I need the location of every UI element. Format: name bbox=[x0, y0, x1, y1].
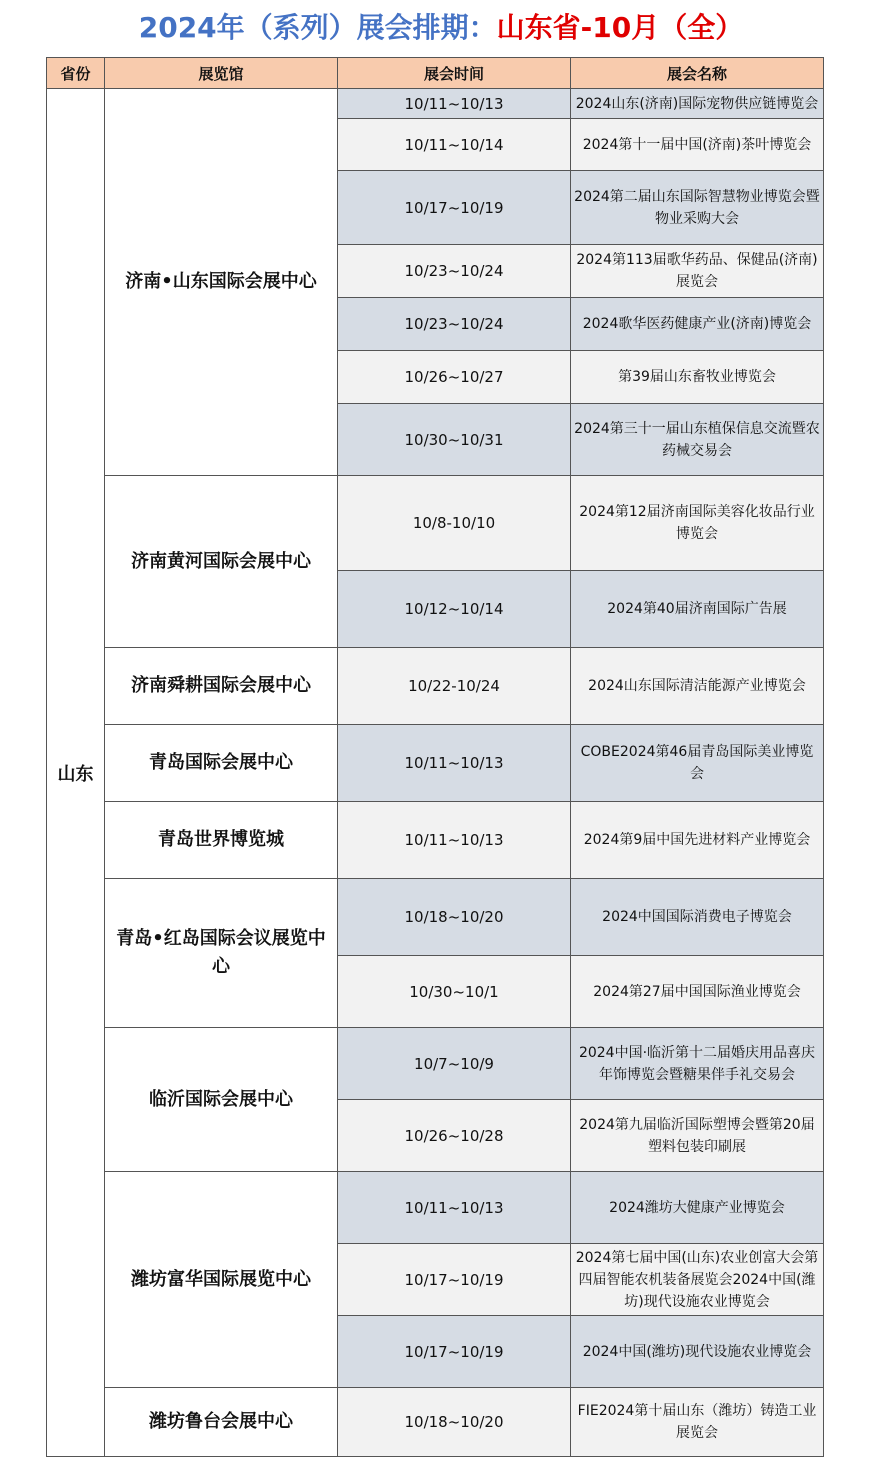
date-cell: 10/23~10/24 bbox=[338, 245, 571, 298]
date-cell: 10/18~10/20 bbox=[338, 1388, 571, 1457]
date-cell: 10/12~10/14 bbox=[338, 571, 571, 648]
date-cell: 10/11~10/14 bbox=[338, 119, 571, 171]
date-cell: 10/17~10/19 bbox=[338, 1316, 571, 1388]
venue-cell: 临沂国际会展中心 bbox=[105, 1028, 338, 1172]
table-row bbox=[47, 802, 824, 879]
venue-cell: 济南黄河国际会展中心 bbox=[105, 476, 338, 648]
date-cell: 10/30~10/1 bbox=[338, 956, 571, 1028]
exhibition-name-cell: 2024第九届临沂国际塑博会暨第20届塑料包装印刷展 bbox=[571, 1100, 824, 1172]
exhibition-name-cell: 2024第二届山东国际智慧物业博览会暨物业采购大会 bbox=[571, 171, 824, 245]
exhibition-name-cell: 2024中国·临沂第十二届婚庆用品喜庆年饰博览会暨糖果伴手礼交易会 bbox=[571, 1028, 824, 1100]
header-date: 展会时间 bbox=[338, 58, 571, 89]
venue-cell: 青岛国际会展中心 bbox=[105, 725, 338, 802]
exhibition-schedule-table bbox=[46, 57, 824, 1457]
exhibition-name-cell: 2024潍坊大健康产业博览会 bbox=[571, 1172, 824, 1244]
date-cell: 10/26~10/28 bbox=[338, 1100, 571, 1172]
date-cell: 10/11~10/13 bbox=[338, 89, 571, 119]
date-cell: 10/18~10/20 bbox=[338, 879, 571, 956]
date-cell: 10/8-10/10 bbox=[338, 476, 571, 571]
date-cell: 10/11~10/13 bbox=[338, 725, 571, 802]
date-cell: 10/7~10/9 bbox=[338, 1028, 571, 1100]
date-cell: 10/30~10/31 bbox=[338, 404, 571, 476]
date-cell: 10/23~10/24 bbox=[338, 298, 571, 351]
table-row bbox=[47, 1028, 824, 1100]
table-row bbox=[47, 1172, 824, 1244]
header-province: 省份 bbox=[47, 58, 105, 89]
date-cell: 10/11~10/13 bbox=[338, 802, 571, 879]
exhibition-name-cell: 2024中国国际消费电子博览会 bbox=[571, 879, 824, 956]
venue-cell: 潍坊富华国际展览中心 bbox=[105, 1172, 338, 1388]
table-row bbox=[47, 476, 824, 571]
exhibition-name-cell: 2024歌华医药健康产业(济南)博览会 bbox=[571, 298, 824, 351]
exhibition-name-cell: 2024第27届中国国际渔业博览会 bbox=[571, 956, 824, 1028]
exhibition-name-cell: 2024第9届中国先进材料产业博览会 bbox=[571, 802, 824, 879]
title-highlight: 山东省-10月（全） bbox=[496, 11, 744, 44]
exhibition-name-cell: 2024第40届济南国际广告展 bbox=[571, 571, 824, 648]
exhibition-name-cell: 2024第十一届中国(济南)茶叶博览会 bbox=[571, 119, 824, 171]
table-row bbox=[47, 648, 824, 725]
table-row bbox=[47, 879, 824, 956]
province-cell: 山东 bbox=[47, 89, 105, 1457]
venue-cell: 济南舜耕国际会展中心 bbox=[105, 648, 338, 725]
date-cell: 10/11~10/13 bbox=[338, 1172, 571, 1244]
exhibition-name-cell: 2024中国(潍坊)现代设施农业博览会 bbox=[571, 1316, 824, 1388]
exhibition-name-cell: 2024第12届济南国际美容化妆品行业博览会 bbox=[571, 476, 824, 571]
exhibition-name-cell: 2024第七届中国(山东)农业创富大会第四届智能农机装备展览会2024中国(潍坊)现代设施农业博览会 bbox=[571, 1244, 824, 1316]
header-venue: 展览馆 bbox=[105, 58, 338, 89]
date-cell: 10/26~10/27 bbox=[338, 351, 571, 404]
header-name: 展会名称 bbox=[571, 58, 824, 89]
exhibition-name-cell: 第39届山东畜牧业博览会 bbox=[571, 351, 824, 404]
exhibition-name-cell: 2024山东(济南)国际宠物供应链博览会 bbox=[571, 89, 824, 119]
date-cell: 10/17~10/19 bbox=[338, 1244, 571, 1316]
table-row bbox=[47, 89, 824, 119]
date-cell: 10/17~10/19 bbox=[338, 171, 571, 245]
venue-cell: 济南•山东国际会展中心 bbox=[105, 89, 338, 476]
table-row bbox=[47, 725, 824, 802]
venue-cell: 青岛•红岛国际会议展览中心 bbox=[105, 879, 338, 1028]
table-header-row bbox=[47, 58, 824, 89]
title-prefix: 2024年（系列）展会排期： bbox=[138, 11, 497, 44]
exhibition-name-cell: 2024第113届歌华药品、保健品(济南)展览会 bbox=[571, 245, 824, 298]
page-title bbox=[0, 8, 882, 48]
table-row bbox=[47, 1388, 824, 1457]
venue-cell: 青岛世界博览城 bbox=[105, 802, 338, 879]
exhibition-name-cell: FIE2024第十届山东（潍坊）铸造工业展览会 bbox=[571, 1388, 824, 1457]
exhibition-name-cell: COBE2024第46届青岛国际美业博览会 bbox=[571, 725, 824, 802]
exhibition-name-cell: 2024第三十一届山东植保信息交流暨农药械交易会 bbox=[571, 404, 824, 476]
date-cell: 10/22-10/24 bbox=[338, 648, 571, 725]
venue-cell: 潍坊鲁台会展中心 bbox=[105, 1388, 338, 1457]
exhibition-name-cell: 2024山东国际清洁能源产业博览会 bbox=[571, 648, 824, 725]
